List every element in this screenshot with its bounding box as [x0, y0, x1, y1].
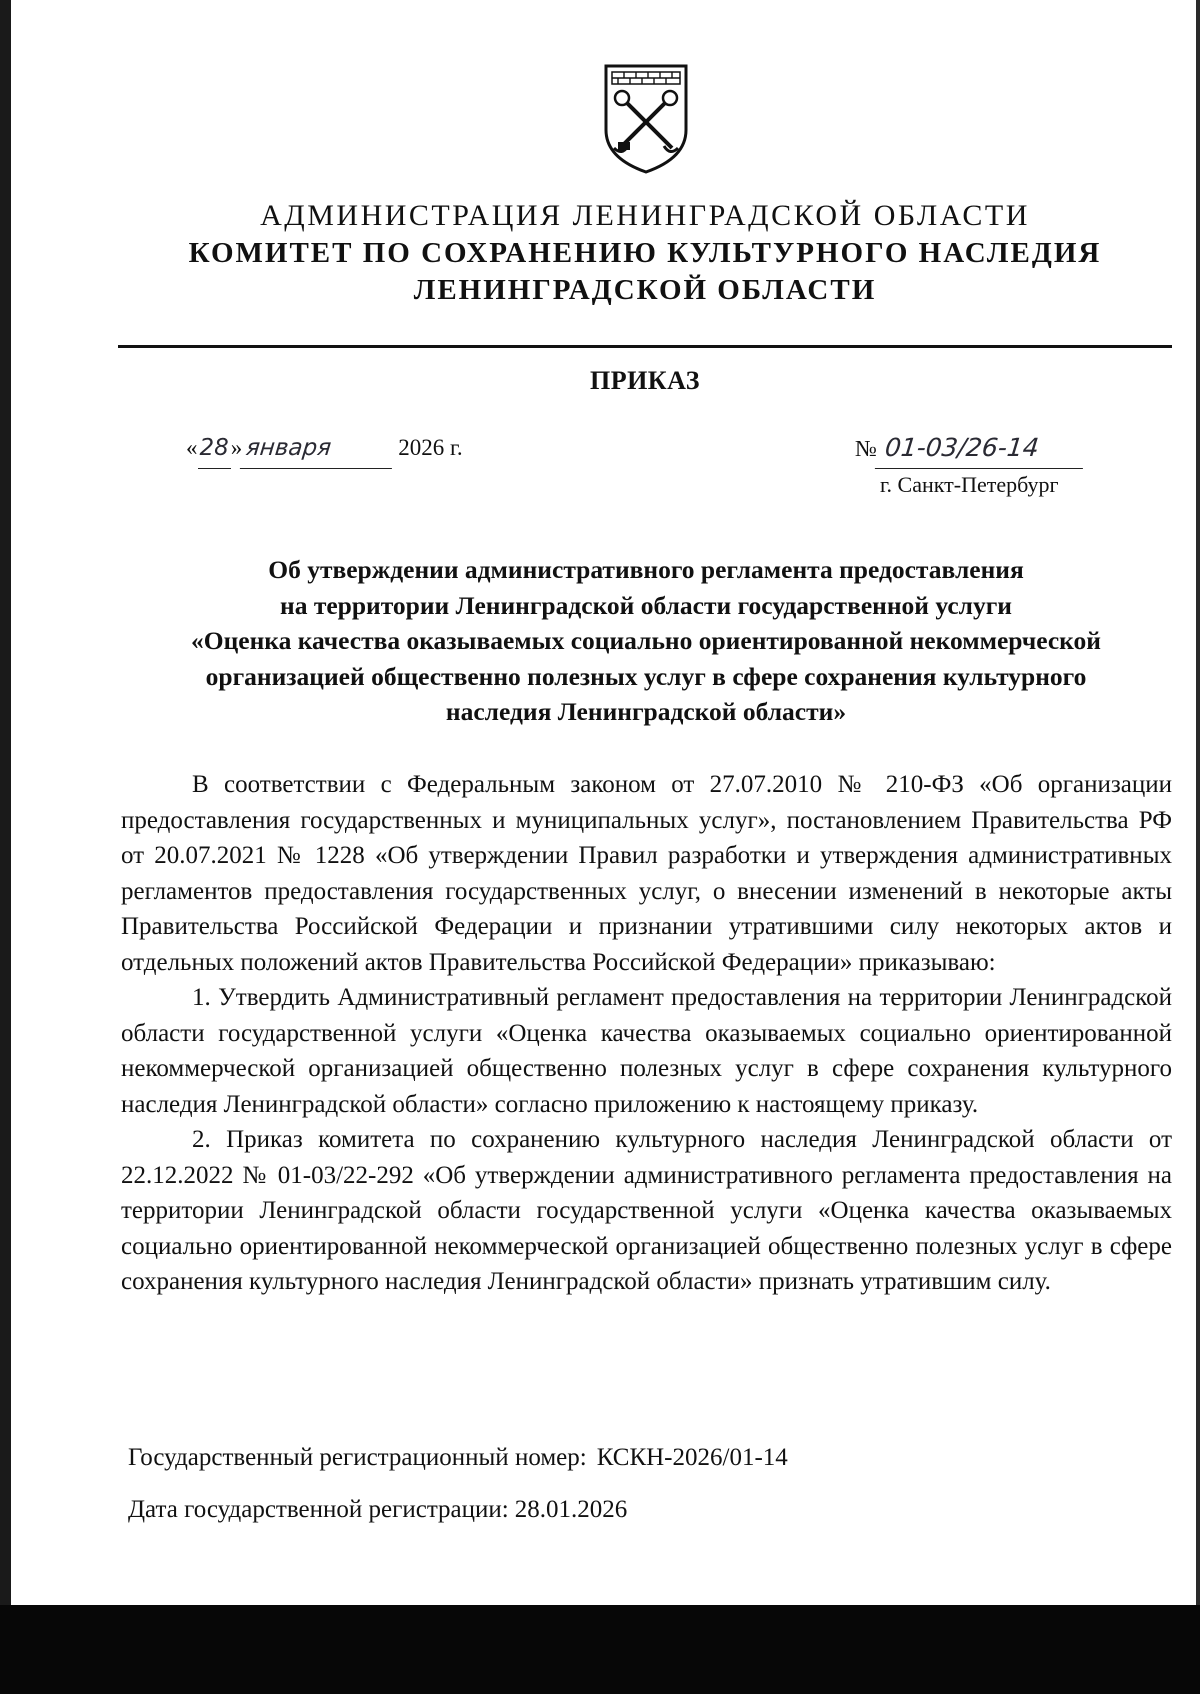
title-line: «Оценка качества оказываемых социально ориентированной некоммерческой — [191, 626, 1101, 655]
registration-date-label: Дата государственной регистрации: — [128, 1496, 509, 1523]
handwritten-month: января — [240, 428, 396, 469]
preamble-paragraph: В соответствии с Федеральным законом от 27.07.2010 № 210-ФЗ «Об организации предоставления государственных и муниципальных услуг», постановлением Правительства РФ от 20.07.2021 № 1228 «Об утверждении Правил разработки и утверждения административных регламентов предоставления государственных услуг, о внесении изменений в некоторые акты Правительства Российской Федерации и признании утратившими силу некоторых актов и отдельных положений актов Правительства Российской Федерации» приказываю: — [121, 771, 1172, 976]
title-line: организацией общественно полезных услуг в сфере сохранения культурного — [205, 661, 1087, 691]
order-date — [186, 428, 463, 469]
item-1-paragraph: 1. Утвердить Административный регламент предоставления на территории Ленинградской области государственной услуги «Оценка качества оказываемых социально ориентированной некоммерческой организацией общественно полезных услуг в сфере сохранения культурного наследия Ленинградской области» согласно приложению к настоящему приказу. — [121, 984, 1172, 1118]
title-line: наследия Ленинградской области» — [445, 697, 847, 726]
handwritten-number: 01-03/26-14 — [875, 428, 1087, 469]
date-close-quote: » — [230, 435, 243, 460]
header-divider — [118, 345, 1172, 348]
title-line: Об утверждении административного регламента предоставления — [268, 555, 1024, 584]
registration-info — [128, 1440, 788, 1528]
item-2-paragraph: 2. Приказ комитета по сохранению культурного наследия Ленинградской области от 22.12.2022 № 01-03/22-292 «Об утверждении административного регламента предоставления на территории Ленинградской области государственной услуги «Оценка качества оказываемых социально ориентированной некоммерческой организацией общественно полезных услуг в сфере сохранения культурного наследия Ленинградской области» признать утратившим силу. — [121, 1126, 1172, 1295]
administration-name: АДМИНИСТРАЦИЯ ЛЕНИНГРАДСКОЙ ОБЛАСТИ — [260, 199, 1030, 232]
committee-name: КОМИТЕТ ПО СОХРАНЕНИЮ КУЛЬТУРНОГО НАСЛЕДИЯ — [188, 237, 1102, 269]
scan-bottom-band — [0, 1605, 1200, 1694]
registration-number-line — [128, 1440, 788, 1476]
coat-of-arms-icon — [598, 62, 694, 176]
city-name: г. Санкт-Петербург — [880, 472, 1059, 497]
registration-number-label: Государственный регистрационный номер: — [128, 1444, 587, 1471]
registration-date-value: 28.01.2026 — [514, 1496, 628, 1523]
scan-right-edge — [1196, 0, 1200, 1605]
document-body — [121, 767, 1172, 1300]
order-title: ПРИКАЗ — [589, 366, 701, 395]
handwritten-day: 28 — [198, 428, 231, 469]
date-open-quote: « — [186, 435, 198, 460]
letterhead — [120, 198, 1170, 308]
registration-number-value: КСКН-2026/01-14 — [596, 1444, 788, 1471]
order-number — [855, 428, 1085, 469]
scan-left-edge — [0, 0, 11, 1694]
title-line: на территории Ленинградской области государственной услуги — [280, 590, 1012, 620]
number-sign: № — [855, 436, 877, 461]
region-name: ЛЕНИНГРАДСКОЙ ОБЛАСТИ — [413, 274, 877, 306]
registration-date-line — [128, 1492, 788, 1528]
document-title — [120, 552, 1172, 730]
date-year: 2026 г. — [398, 435, 463, 460]
